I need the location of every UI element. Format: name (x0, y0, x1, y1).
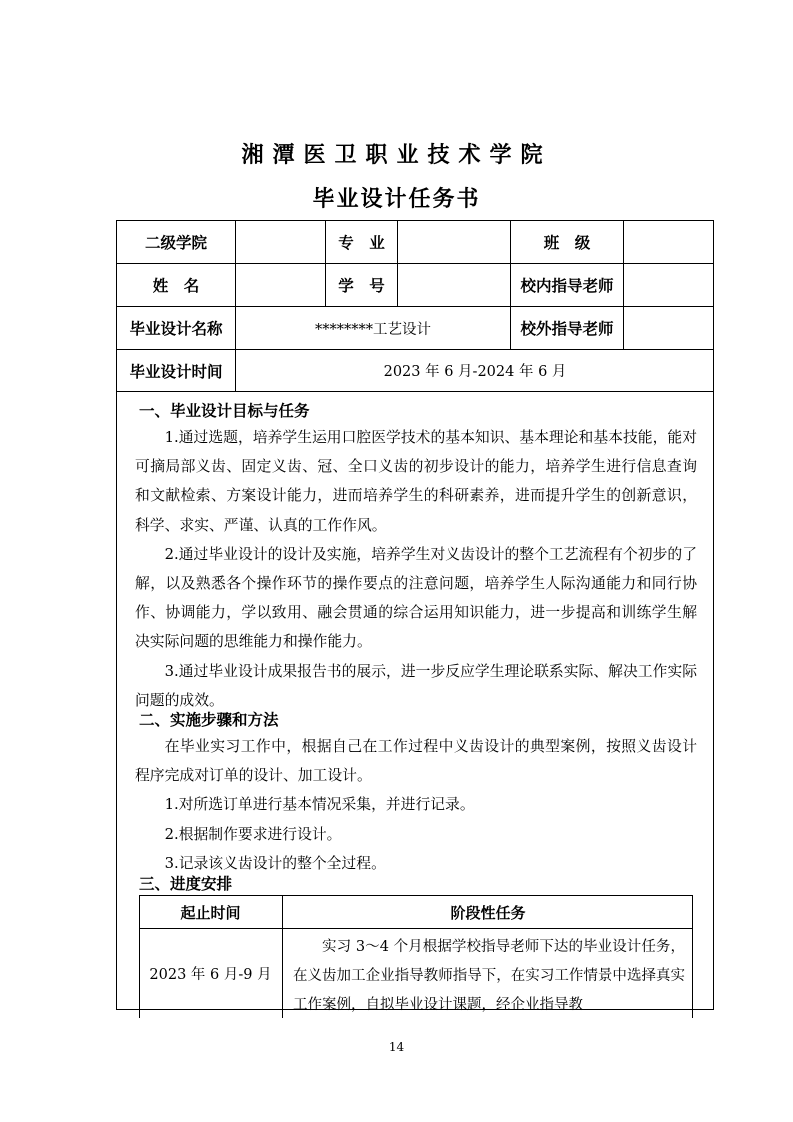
name-value[interactable] (236, 264, 325, 306)
external-advisor-value[interactable] (624, 307, 714, 349)
section1-heading: 一、毕业设计目标与任务 (139, 402, 310, 420)
class-value[interactable] (624, 221, 714, 263)
section1-body (135, 423, 697, 715)
schedule-table (139, 895, 693, 1015)
design-name-value[interactable]: ********工艺设计 (315, 321, 431, 338)
schedule-task-cell (293, 933, 685, 1020)
internal-advisor-label: 校内指导老师 (520, 277, 614, 295)
section2-body (135, 732, 697, 878)
section3-heading: 三、进度安排 (139, 875, 233, 893)
section2-paragraph: 2.根据制作要求进行设计。 (164, 825, 342, 843)
design-time-label: 毕业设计时间 (129, 362, 223, 381)
design-time-value[interactable]: 2023 年 6 月-2024 年 6 月 (383, 364, 567, 380)
student-id-label: 学 号 (338, 277, 385, 295)
internal-advisor-value[interactable] (624, 264, 714, 306)
section2-paragraph: 在毕业实习工作中，根据自己在工作过程中义齿设计的典型案例，按照义齿设计程序完成对订单的设计、加工设计。 (135, 738, 697, 785)
major-label: 专 业 (338, 234, 385, 252)
schedule-task-text: 实习 3～4 个月根据学校指导老师下达的毕业设计任务，在义齿加工企业指导教师指导下，在实习工作情景中选择真实工作案例，自拟毕业设计课题，经企业指导教 (293, 939, 685, 1013)
schedule-col-task: 阶段性任务 (450, 903, 526, 922)
student-id-value[interactable] (398, 264, 510, 306)
section2-paragraph: 3.记录该义齿设计的整个全过程。 (164, 854, 386, 872)
section1-paragraph: 2.通过毕业设计的设计及实施，培养学生对义齿设计的整个工艺流程有个初步的了解，以及熟悉各个操作环节的操作要点的注意问题，培养学生人际沟通能力和同行协作、协调能力，学以致用、融会贯通的综合运用知识能力，进一步提高和训练学生解决实际问题的思维能力和操作能力。 (135, 545, 697, 651)
schedule-time-cell: 2023 年 6 月-9 月 (149, 967, 272, 983)
major-value[interactable] (398, 221, 510, 263)
external-advisor-label: 校外指导老师 (520, 320, 614, 338)
section2-paragraph: 1.对所选订单进行基本情况采集，并进行记录。 (164, 796, 475, 814)
task-form (116, 220, 714, 1013)
class-label: 班 级 (543, 234, 591, 252)
school-name: 湘潭医卫职业技术学院 (241, 143, 552, 168)
college-value[interactable] (236, 221, 325, 263)
row-divider (117, 391, 713, 392)
college-label: 二级学院 (144, 234, 207, 252)
schedule-col-time: 起止时间 (180, 903, 241, 922)
design-name-label: 毕业设计名称 (129, 320, 223, 338)
page-number: 14 (388, 1040, 405, 1054)
section1-paragraph: 3.通过毕业设计成果报告书的展示，进一步反应学生理论联系实际、解决工作实际问题的成效。 (135, 662, 697, 709)
section2-heading: 二、实施步骤和方法 (139, 711, 279, 729)
name-label: 姓 名 (152, 277, 200, 295)
section1-paragraph: 1.通过选题，培养学生运用口腔医学技术的基本知识、基本理论和基本技能，能对可摘局部义齿、固定义齿、冠、全口义齿的初步设计的能力，培养学生进行信息查询和文献检索、方案设计能力，进而培养学生的科研素养，进而提升学生的创新意识，科学、求实、严谨、认真的工作作风。 (135, 429, 697, 534)
document-title: 毕业设计任务书 (312, 187, 481, 212)
